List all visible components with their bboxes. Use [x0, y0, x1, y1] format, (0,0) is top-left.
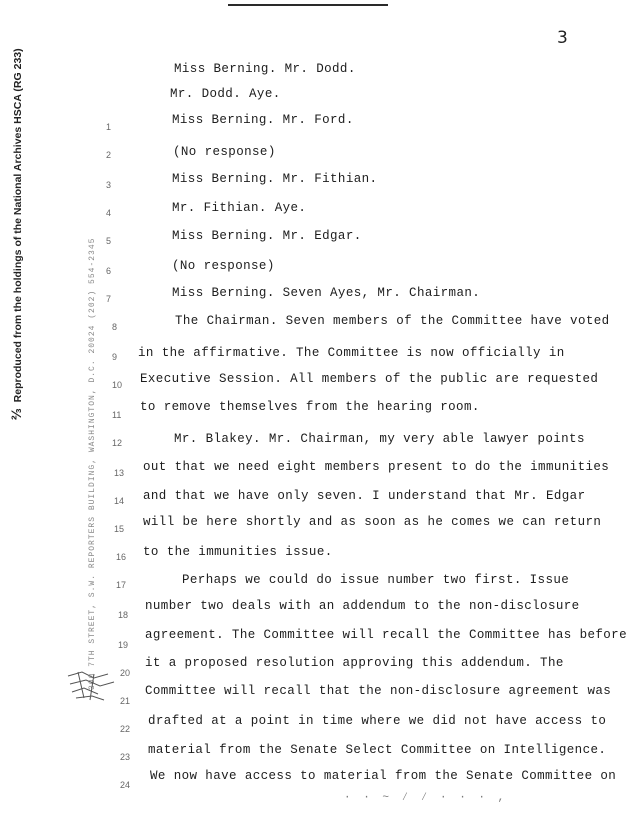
transcript-line: and that we have only seven. I understand that Mr. Edgar	[143, 489, 586, 503]
transcript-line: drafted at a point in time where we did not have access to	[148, 714, 607, 728]
line-number: 22	[120, 724, 131, 734]
transcript-line: The Chairman. Seven members of the Committee have voted	[175, 314, 610, 328]
transcript-line: We now have access to material from the Senate Committee on	[150, 769, 617, 783]
transcript-line: Miss Berning. Mr. Fithian.	[172, 172, 378, 186]
transcript-line: Mr. Dodd. Aye.	[170, 87, 281, 101]
line-number: 21	[120, 696, 131, 706]
line-number: 3	[106, 180, 112, 190]
reporter-stamp: 300 7TH STREET, S.W. REPORTERS BUILDING, WASHINGTON, D.C. 20024 (202) 554-2345	[88, 237, 97, 690]
line-number: 15	[114, 524, 125, 534]
archive-stamp	[8, 0, 24, 420]
line-number: 17	[116, 580, 127, 590]
line-number: 19	[118, 640, 129, 650]
transcript-line: Miss Berning. Mr. Edgar.	[172, 229, 362, 243]
transcript-line: Miss Berning. Mr. Dodd.	[174, 62, 356, 76]
handwritten-scribble	[64, 668, 120, 704]
archive-stamp-text: Reproduced from the holdings of the National Archives HSCA (RG 233)	[12, 48, 24, 403]
transcript-line: Miss Berning. Seven Ayes, Mr. Chairman.	[172, 286, 481, 300]
line-number: 1	[106, 122, 112, 132]
top-rule	[228, 4, 388, 6]
transcript-line: Perhaps we could do issue number two first. Issue	[182, 573, 570, 587]
transcript-line: it a proposed resolution approving this addendum. The	[145, 656, 564, 670]
transcript-line: Mr. Blakey. Mr. Chairman, my very able lawyer points	[174, 432, 585, 446]
line-number: 12	[112, 438, 123, 448]
archive-mark: ⅔	[8, 408, 24, 420]
line-number: 2	[106, 150, 112, 160]
transcript-line: to the immunities issue.	[143, 545, 333, 559]
transcript-line: Committee will recall that the non-disclosure agreement was	[145, 684, 612, 698]
line-number: 8	[112, 322, 118, 332]
transcript-line: agreement. The Committee will recall the Committee has before	[145, 628, 627, 642]
line-number: 7	[106, 294, 112, 304]
page-number: 3	[557, 28, 568, 48]
line-number: 4	[106, 208, 112, 218]
line-number: 14	[114, 496, 125, 506]
transcript-line: Mr. Fithian. Aye.	[172, 201, 307, 215]
line-number: 24	[120, 780, 131, 790]
transcript-line: in the affirmative. The Committee is now officially in	[138, 346, 565, 360]
transcript-line: will be here shortly and as soon as he comes we can return	[143, 515, 602, 529]
transcript-line: material from the Senate Select Committee on Intelligence.	[148, 743, 607, 757]
line-number: 13	[114, 468, 125, 478]
transcript-line: Executive Session. All members of the public are requested	[140, 372, 599, 386]
line-number: 16	[116, 552, 127, 562]
transcript-line: (No response)	[172, 259, 275, 273]
line-number: 18	[118, 610, 129, 620]
transcript-line: Miss Berning. Mr. Ford.	[172, 113, 354, 127]
transcript-line: number two deals with an addendum to the non-disclosure	[145, 599, 580, 613]
line-number: 9	[112, 352, 118, 362]
transcript-line: (No response)	[173, 145, 276, 159]
line-number: 10	[112, 380, 123, 390]
transcript-line: to remove themselves from the hearing room.	[140, 400, 480, 414]
line-number: 23	[120, 752, 131, 762]
line-number: 6	[106, 266, 112, 276]
line-number: 11	[112, 410, 122, 420]
transcript-line: out that we need eight members present to do the immunities	[143, 460, 610, 474]
line-number: 5	[106, 236, 112, 246]
bottom-smudge-marks: · · ~ ⁄ ⁄ · · · ,	[344, 792, 508, 804]
line-number: 20	[120, 668, 131, 678]
